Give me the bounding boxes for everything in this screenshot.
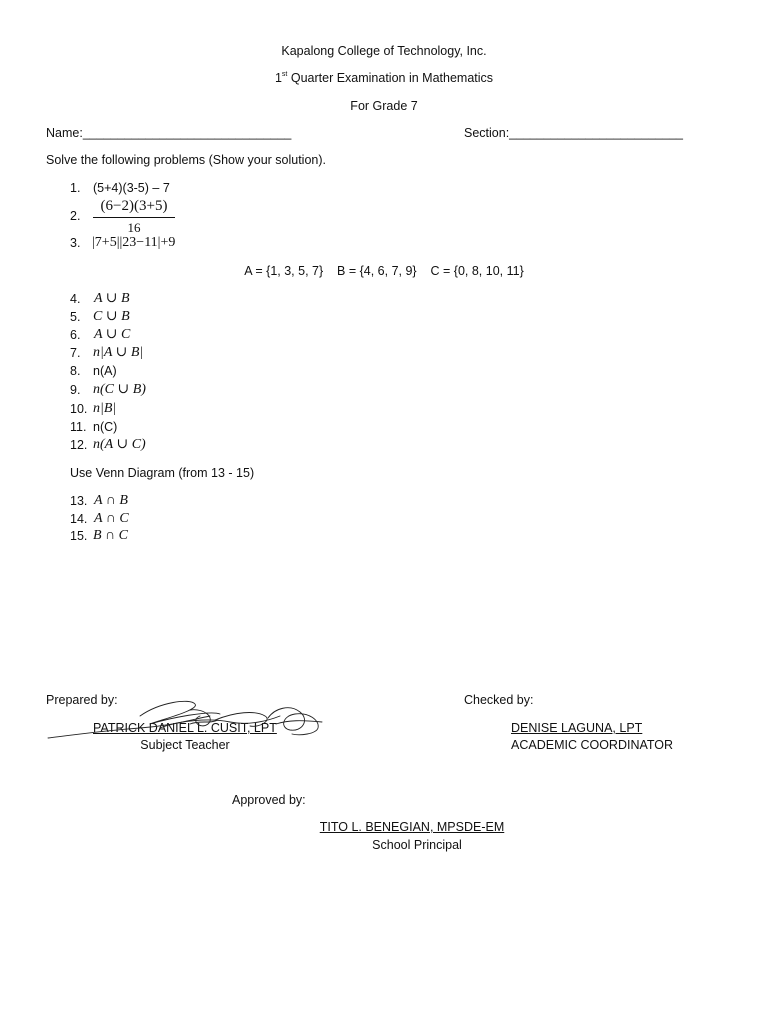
- exam-ordinal: 1: [274, 71, 282, 85]
- problem-7-expression: n|A ∪ B|: [93, 345, 144, 360]
- problem-2-number: 2.: [70, 209, 81, 223]
- checked-by-label: Checked by:: [464, 693, 534, 707]
- checked-by-name: DENISE LAGUNA, LPT: [511, 721, 643, 735]
- grade-level: For Grade 7: [350, 99, 418, 113]
- name-label: Name:: [46, 126, 83, 140]
- venn-instruction: Use Venn Diagram (from 13 - 15): [70, 466, 255, 480]
- problem-1-number: 1.: [70, 181, 81, 195]
- problem-14-expression: A ∩ C: [94, 511, 129, 526]
- problem-4-number: 4.: [70, 292, 81, 306]
- exam-ordinal-suffix: st: [281, 71, 288, 78]
- prepared-by-label: Prepared by:: [46, 693, 118, 707]
- section-blank-line: _________________________: [509, 126, 683, 140]
- problem-11-expression: n(C): [93, 420, 118, 434]
- problem-3-number: 3.: [70, 236, 81, 250]
- problem-4-expression: A ∪ B: [94, 291, 130, 306]
- problem-1-expression: (5+4)(3-5) – 7: [93, 181, 170, 195]
- problem-8-expression: n(A): [93, 364, 117, 378]
- problem-5-number: 5.: [70, 310, 81, 324]
- exam-title: [275, 72, 493, 85]
- approved-by-role: School Principal: [372, 838, 462, 852]
- name-blank-line: ______________________________: [82, 126, 292, 140]
- approved-by-name: TITO L. BENEGIAN, MPSDE-EM: [319, 820, 505, 834]
- problem-10-expression: n|B|: [93, 401, 117, 416]
- problem-5-expression: C ∪ B: [93, 309, 130, 324]
- problem-2-denominator: 16: [127, 220, 141, 235]
- instructions: Solve the following problems (Show your solution).: [46, 153, 326, 167]
- section-label: Section:: [464, 126, 510, 140]
- prepared-by-name: PATRICK DANIEL L. CUSIT, LPT: [93, 721, 277, 735]
- problem-12-number: 12.: [70, 438, 88, 452]
- problem-8-number: 8.: [70, 364, 81, 378]
- problem-14-number: 14.: [70, 512, 88, 526]
- name-field: [46, 127, 291, 140]
- problem-11-number: 11.: [70, 420, 87, 434]
- problem-9-number: 9.: [70, 383, 81, 397]
- problem-15-expression: B ∩ C: [93, 528, 128, 543]
- section-field: [464, 127, 683, 140]
- problem-6-expression: A ∪ C: [94, 327, 131, 342]
- problem-13-number: 13.: [70, 494, 88, 508]
- problem-3-expression: |7+5||23−11|+9: [92, 235, 176, 250]
- exam-title-text: Quarter Examination in Mathematics: [287, 71, 494, 85]
- problem-7-number: 7.: [70, 346, 81, 360]
- problem-13-expression: A ∩ B: [94, 493, 128, 508]
- school-name: Kapalong College of Technology, Inc.: [281, 44, 487, 58]
- checked-by-role: ACADEMIC COORDINATOR: [511, 738, 674, 752]
- problem-9-expression: n(C ∪ B): [93, 382, 146, 397]
- problem-6-number: 6.: [70, 328, 81, 342]
- sets-definition: A = {1, 3, 5, 7} B = {4, 6, 7, 9} C = {0, 8, 10, 11}: [244, 264, 524, 278]
- approved-by-label: Approved by:: [232, 793, 306, 807]
- problem-12-expression: n(A ∪ C): [93, 437, 146, 452]
- handwritten-signature: [40, 690, 330, 750]
- prepared-by-role: Subject Teacher: [140, 738, 230, 752]
- problem-10-number: 10.: [70, 402, 88, 416]
- problem-2-numerator: (6−2)(3+5): [93, 198, 175, 218]
- problem-15-number: 15.: [70, 529, 88, 543]
- problem-2-fraction: [93, 198, 175, 236]
